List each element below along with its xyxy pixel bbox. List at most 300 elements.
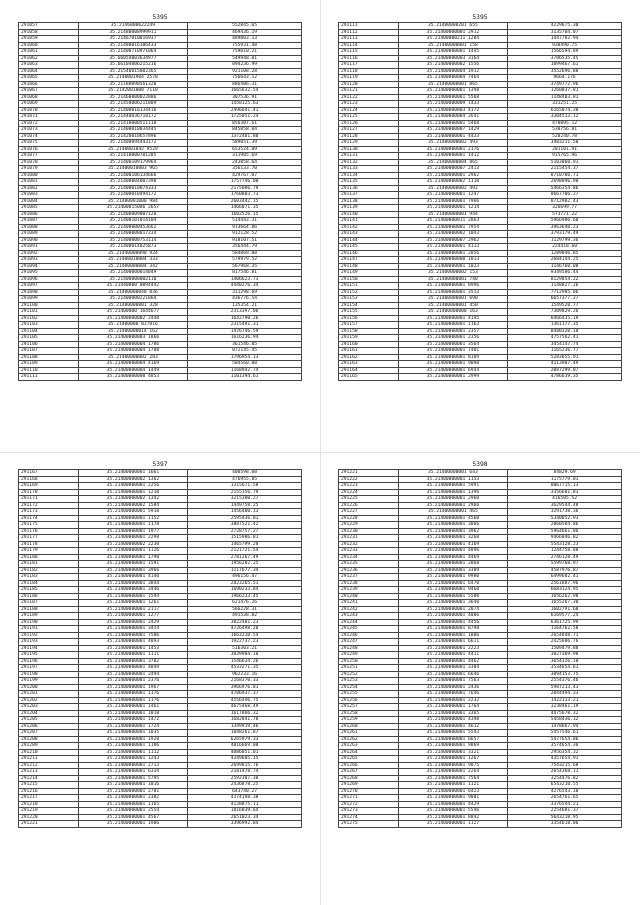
coordinate-y-cell: 3822401.23 (188, 619, 302, 626)
point-id-cell: 291085 (19, 205, 79, 212)
point-id-cell: 291186 (19, 593, 79, 600)
coordinate-y-cell: 6265979.33 (188, 736, 302, 743)
coordinate-x-cell: 35.21400000001 9875 (398, 762, 508, 769)
table-row (339, 374, 622, 381)
point-id-cell: 291165 (339, 374, 399, 381)
coordinate-x-cell: 35.21400000002 1043 (398, 231, 508, 238)
coordinate-y-cell: 962233.16 (188, 671, 302, 678)
coordinate-y-cell: 912128.52 (188, 231, 302, 238)
coordinate-x-cell: 35.21400000001 4433 (398, 133, 508, 140)
coordinate-x-cell: 35.21400000001 1016 (78, 782, 188, 789)
point-id-cell: 291092 (19, 250, 79, 257)
point-id-cell: 291169 (19, 483, 79, 490)
point-id-cell: 291119 (339, 75, 399, 82)
coordinate-x-cell: 35.21400000002110 (78, 276, 188, 283)
coordinate-x-cell: 35.21400000753114 (78, 237, 188, 244)
coordinate-y-cell: 1315671.58 (188, 483, 302, 490)
coordinate-y-cell: 913664.86 (188, 224, 302, 231)
coordinate-y-cell: 2115454.37 (508, 166, 622, 173)
coordinate-x-cell: 35.21400000001 2701 (78, 788, 188, 795)
coordinate-y-cell: 400598.88 (188, 470, 302, 477)
coordinate-x-cell: 35.21400000001 1591 (78, 561, 188, 568)
coordinate-y-cell: 1099467.61 (508, 62, 622, 69)
coordinate-x-cell: 35.21400000000 4853 (78, 374, 188, 381)
coordinate-y-cell: 2654848.71 (508, 632, 622, 639)
point-id-cell: 291062 (19, 55, 79, 62)
coordinate-x-cell: 35.21400010494172 (78, 192, 188, 199)
point-id-cell: 291072 (19, 120, 79, 127)
point-id-cell: 291220 (19, 814, 79, 821)
point-id-cell: 291210 (19, 749, 79, 756)
coordinate-y-cell: 3963640.23 (508, 224, 622, 231)
coordinate-x-cell: 35.21400000004 865 (398, 159, 508, 166)
coordinate-y-cell: 1509479.88 (508, 645, 622, 652)
coordinate-y-cell: 224418.60 (508, 244, 622, 251)
point-id-cell: 291182 (19, 567, 79, 574)
coordinate-x-cell: 35.21400000001 3844 (78, 580, 188, 587)
point-id-cell: 291065 (19, 75, 79, 82)
coordinate-y-cell: 3094153.75 (508, 671, 622, 678)
coordinate-y-cell: 566228.31 (188, 606, 302, 613)
coordinate-x-cell: 35.66104006215216 (78, 62, 188, 69)
point-id-cell: 291133 (339, 166, 399, 173)
point-id-cell: 291191 (19, 626, 79, 633)
point-id-cell: 291214 (19, 775, 79, 782)
coordinate-y-cell: 1546634.26 (188, 658, 302, 665)
point-id-cell: 291116 (339, 55, 399, 62)
coordinate-x-cell: 35.21400000001 1886 (398, 632, 508, 639)
coordinate-y-cell: 3827369.98 (508, 652, 622, 659)
point-id-cell: 291175 (19, 522, 79, 529)
coordinate-x-cell: 35.21400000001 1152 (78, 515, 188, 522)
coordinate-x-cell: 35.21400000002 1110 (398, 179, 508, 186)
coordinate-x-cell: 35.21400000001 1594 (78, 593, 188, 600)
coordinate-x-cell: 35.21400000004 4169 (78, 361, 188, 368)
point-id-cell: 291110 (19, 367, 79, 374)
coordinate-x-cell: 35.21400000001 2429 (78, 619, 188, 626)
coordinate-x-cell: 35.21400000001 2868 (398, 561, 508, 568)
coordinate-y-cell: 2592307.38 (188, 775, 302, 782)
point-id-cell: 291088 (19, 224, 79, 231)
point-id-cell: 291075 (19, 140, 79, 147)
coordinate-x-cell: 35.21400000221864 (78, 296, 188, 303)
point-id-cell: 291267 (339, 769, 399, 776)
point-id-cell: 291203 (19, 704, 79, 711)
point-id-cell: 291132 (339, 159, 399, 166)
coordinate-x-cell: 35.21400000001 865 (398, 81, 508, 88)
coordinate-x-cell: 35.21400000001 4462 (398, 658, 508, 665)
coordinate-y-cell: 1848261.87 (188, 730, 302, 737)
coordinate-y-cell: 1449758.25 (188, 502, 302, 509)
point-id-cell: 291123 (339, 101, 399, 108)
point-id-cell: 291233 (339, 548, 399, 555)
coordinate-y-cell: 653524.09 (188, 146, 302, 153)
coordinate-y-cell: 1244758.88 (508, 548, 622, 555)
coordinate-x-cell: 35.21400000003 1866 (78, 335, 188, 342)
coordinate-x-cell: 35.21450006211889 (78, 101, 188, 108)
coordinate-y-cell: 2121721.54 (188, 548, 302, 555)
point-id-cell: 291104 (19, 328, 79, 335)
coordinate-x-cell: 35.21400000201 655 (398, 23, 508, 30)
point-id-cell: 291144 (339, 237, 399, 244)
point-id-cell: 291160 (339, 341, 399, 348)
coordinate-x-cell: 35.21400000017234 (78, 231, 188, 238)
point-id-cell: 291058 (19, 29, 79, 36)
coordinate-x-cell: 35.21400000001 2117 (78, 606, 188, 613)
coordinate-x-cell: 35.21400000001 4086 (398, 613, 508, 620)
coordinate-y-cell: 2155156.79 (188, 489, 302, 496)
coordinate-y-cell: 3629544.48 (508, 502, 622, 509)
point-id-cell: 291173 (19, 509, 79, 516)
point-id-cell: 291252 (339, 671, 399, 678)
coordinate-y-cell: 2554376.46 (508, 678, 622, 685)
point-id-cell: 291100 (19, 302, 79, 309)
coordinate-x-cell: 35.21400000211 1284 (398, 36, 508, 43)
coordinate-y-cell: 307536.91 (188, 94, 302, 101)
coordinate-y-cell: 1760803.73 (188, 192, 302, 199)
point-id-cell: 291273 (339, 808, 399, 815)
point-id-cell: 291230 (339, 528, 399, 535)
coordinate-x-cell: 35.21400000011 2863 (398, 218, 508, 225)
coordinate-y-cell: 4229675.30 (508, 23, 622, 30)
coordinate-x-cell: 35.2140001042 9529 (78, 146, 188, 153)
coordinate-y-cell: 1165236.77 (508, 348, 622, 355)
point-id-cell: 291236 (339, 567, 399, 574)
coordinate-y-cell: 4675468.49 (188, 704, 302, 711)
point-id-cell: 291097 (19, 283, 79, 290)
coordinate-y-cell: 1515986.81 (188, 535, 302, 542)
coordinate-y-cell: 1663210.54 (188, 632, 302, 639)
coordinate-x-cell: 35.21400000001 2382 (78, 795, 188, 802)
point-id-cell: 291131 (339, 153, 399, 160)
coordinate-y-cell: 1690233.84 (188, 587, 302, 594)
point-id-cell: 291063 (19, 62, 79, 69)
coordinate-y-cell: 4587976.87 (508, 567, 622, 574)
coordinate-y-cell: 549948.81 (188, 55, 302, 62)
coordinate-y-cell: 1260837.81 (508, 88, 622, 95)
point-id-cell: 291207 (19, 730, 79, 737)
coordinate-y-cell: 2168370.33 (188, 678, 302, 685)
coordinate-y-cell: 4276543.10 (508, 788, 622, 795)
coordinate-y-cell: 2087299.07 (508, 367, 622, 374)
coordinate-x-cell: 35.21400000007 2962 (398, 237, 508, 244)
coordinate-y-cell: 1566594.89 (508, 49, 622, 56)
coordinate-y-cell: 930490.75 (508, 42, 622, 49)
point-id-cell: 291241 (339, 600, 399, 607)
coordinate-x-cell: 35.21400000001 2074 (398, 606, 508, 613)
coordinate-x-cell: 35.21400000001 1967 (78, 684, 188, 691)
coordinate-x-cell: 35.21460000022886 (78, 94, 188, 101)
coordinate-y-cell: 1458125.63 (188, 101, 302, 108)
coordinate-x-cell: 35.21400101014104 (78, 218, 188, 225)
point-id-cell: 291200 (19, 684, 79, 691)
coordinate-y-cell: 2603442.15 (188, 198, 302, 205)
coordinate-x-cell: 35.21400000000 163 (398, 309, 508, 316)
coordinate-y-cell: 4786937.37 (188, 691, 302, 698)
coordinate-x-cell: 35.21400109179964 (78, 159, 188, 166)
coordinate-y-cell: 4556446.75 (188, 697, 302, 704)
coordinate-y-cell: 530756.81 (508, 127, 622, 134)
point-id-cell: 291266 (339, 762, 399, 769)
sheet-title: 5397 (152, 461, 168, 468)
point-id-cell: 291269 (339, 782, 399, 789)
coordinate-y-cell: 3454147.74 (508, 341, 622, 348)
coordinate-y-cell: 5964661.06 (508, 528, 622, 535)
coordinate-y-cell: 8480320.10 (508, 328, 622, 335)
coordinate-x-cell: 35.21400000001 4567 (78, 814, 188, 821)
coordinate-x-cell: 35.21400000001 9460 (398, 587, 508, 594)
coordinate-y-cell: 2654368.11 (508, 769, 622, 776)
coordinate-x-cell: 35.21400000002 1584 (78, 502, 188, 509)
point-id-cell: 291274 (339, 814, 399, 821)
coordinate-x-cell: 35.21400000001 8842 (398, 814, 508, 821)
coordinate-x-cell: 35.21467010816937 (78, 36, 188, 43)
coordinate-x-cell: 35.21400000001 3321 (398, 749, 508, 756)
coordinate-x-cell: 35.21400000001 9098 (398, 361, 508, 368)
coordinate-x-cell: 35.21400010074333 (78, 185, 188, 192)
coordinate-x-cell: 35.21400000001 1163 (398, 322, 508, 329)
coordinate-x-cell: 35.21400094443172 (78, 140, 188, 147)
coordinate-x-cell: 35.21400000004 7464 (398, 75, 508, 82)
coordinate-x-cell: 35.21400000001 450 (398, 302, 508, 309)
point-id-cell: 291263 (339, 743, 399, 750)
coordinate-x-cell: 35.21400000001 3640 (398, 600, 508, 607)
coordinate-y-cell: 2254681.37 (508, 808, 622, 815)
point-id-cell: 291189 (19, 613, 79, 620)
coordinate-x-cell: 35.21400710971064 (78, 49, 188, 56)
coordinate-x-cell: 35.21400000001 1210 (78, 489, 188, 496)
coordinate-y-cell: 1478667.94 (508, 723, 622, 730)
coordinate-x-cell: 35.21180090561320 (78, 81, 188, 88)
coordinate-y-cell: 1168942.74 (188, 367, 302, 374)
coordinate-x-cell: 35.21400000001 1023 (398, 263, 508, 270)
coordinate-x-cell: 35.21400000001 3962 (398, 528, 508, 535)
coordinate-y-cell: 4138875.11 (188, 801, 302, 808)
coordinate-x-cell: 35.21400000001 1214 (398, 205, 508, 212)
coordinate-y-cell: 3396992.84 (188, 821, 302, 828)
coordinate-x-cell: 35.21400000001 4398 (398, 717, 508, 724)
coordinate-x-cell: 35.21400000002 153 (398, 270, 508, 277)
coordinate-y-cell: 520240.78 (508, 133, 622, 140)
coordinate-x-cell: 35.21400000001 5910 (78, 509, 188, 516)
point-id-cell: 291242 (339, 606, 399, 613)
coordinate-x-cell: 35.21400000001 2554 (78, 808, 188, 815)
sheet-title: 5398 (472, 461, 488, 468)
point-id-cell: 291179 (19, 548, 79, 555)
point-id-cell: 291228 (339, 515, 399, 522)
coordinate-y-cell: 356444.79 (188, 244, 302, 251)
point-id-cell: 291141 (339, 218, 399, 225)
coordinate-x-cell: 35.21400000001 7954 (398, 224, 508, 231)
point-id-cell: 291089 (19, 231, 79, 238)
point-id-cell: 291275 (339, 821, 399, 828)
point-id-cell: 291134 (339, 172, 399, 179)
coordinate-y-cell: 1617866.32 (188, 710, 302, 717)
point-id-cell: 291158 (339, 328, 399, 335)
point-id-cell: 291064 (19, 68, 79, 75)
coordinate-x-cell: 35.21400000001 2298 (78, 535, 188, 542)
point-id-cell: 291102 (19, 315, 79, 322)
coordinate-x-cell: 35.21400000003 4172 (398, 107, 508, 114)
coordinate-y-cell: 311298.69 (188, 289, 302, 296)
point-id-cell: 291093 (19, 257, 79, 264)
coordinate-y-cell: 1665632.54 (188, 88, 302, 95)
coordinate-y-cell: 516303.21 (188, 645, 302, 652)
point-id-cell: 291221 (19, 821, 79, 828)
coordinate-x-cell: 35.21400000001 1764 (398, 704, 508, 711)
point-id-cell: 291188 (19, 606, 79, 613)
coordinate-x-cell: 35.21400000001 1176 (78, 691, 188, 698)
point-id-cell: 291155 (339, 309, 399, 316)
point-id-cell: 291103 (19, 322, 79, 329)
coordinate-y-cell: 5643218.95 (508, 814, 622, 821)
point-id-cell: 291090 (19, 237, 79, 244)
point-id-cell: 291223 (339, 483, 399, 490)
coordinate-y-cell: 915765.96 (508, 153, 622, 160)
coordinate-y-cell: 4533271.35 (188, 665, 302, 672)
coordinate-y-cell: 470895.12 (508, 120, 622, 127)
point-id-cell: 291167 (19, 470, 79, 477)
coordinate-y-cell: 2315491.31 (188, 322, 302, 329)
coordinate-table (18, 469, 302, 828)
coordinate-y-cell: 1456400.13 (188, 509, 302, 516)
point-id-cell: 291259 (339, 717, 399, 724)
point-id-cell: 291258 (339, 710, 399, 717)
coordinate-x-cell: 35.21410000701285 (78, 153, 188, 160)
coordinate-x-cell: 35.21400009007120 (78, 211, 188, 218)
coordinate-y-cell: 1101394.61 (188, 374, 302, 381)
coordinate-y-cell: 469436.19 (188, 29, 302, 36)
coordinate-x-cell: 35.21400000001 1178 (78, 522, 188, 529)
coordinate-x-cell: 35.21400000001 690 (398, 296, 508, 303)
coordinate-y-cell: 894236.99 (188, 62, 302, 69)
point-id-cell: 291262 (339, 736, 399, 743)
coordinate-x-cell: 35.21400000001 4140 (78, 574, 188, 581)
coordinate-x-cell: 35.21400000001 3513 (398, 289, 508, 296)
coordinate-x-cell: 35.21400000001 4169 (398, 541, 508, 548)
coordinate-x-cell: 35.21400000001 1906 (78, 821, 188, 828)
coordinate-y-cell: 6466435.19 (508, 315, 622, 322)
coordinate-y-cell: 135354.21 (188, 302, 302, 309)
point-id-cell: 291121 (339, 88, 399, 95)
coordinate-y-cell: 6165074.30 (508, 107, 622, 114)
coordinate-x-cell: 35.21400000001 8189 (398, 354, 508, 361)
coordinate-y-cell: 1465799.20 (188, 541, 302, 548)
point-id-cell: 291231 (339, 535, 399, 542)
point-id-cell: 291174 (19, 515, 79, 522)
point-id-cell: 291225 (339, 496, 399, 503)
point-id-cell: 291080 (19, 172, 79, 179)
coordinate-x-cell: 35.21400000001 4612 (398, 723, 508, 730)
point-id-cell: 291256 (339, 697, 399, 704)
point-id-cell: 291113 (339, 36, 399, 43)
point-id-cell: 291148 (339, 263, 399, 270)
point-id-cell: 291083 (19, 192, 79, 199)
coordinate-x-cell: 35.21400000001 643 (398, 470, 508, 477)
coordinate-x-cell: 35.21400000001 1153 (398, 476, 508, 483)
coordinate-y-cell: 2699815.76 (188, 762, 302, 769)
coordinate-y-cell: 1725051.24 (188, 114, 302, 121)
point-id-cell: 291096 (19, 276, 79, 283)
coordinate-y-cell: 8667706.27 (508, 192, 622, 199)
point-id-cell: 291206 (19, 723, 79, 730)
point-id-cell: 291149 (339, 270, 399, 277)
coordinate-x-cell: 35.21400000001 4560 (398, 515, 508, 522)
coordinate-x-cell: 35.21400000001 3446 (78, 587, 188, 594)
coordinate-y-cell: 2956354.32 (508, 749, 622, 756)
point-id-cell: 291163 (339, 361, 399, 368)
point-id-cell: 291202 (19, 697, 79, 704)
coordinate-y-cell: 3291738.36 (508, 509, 622, 516)
point-id-cell: 291094 (19, 263, 79, 270)
coordinate-y-cell: 621476.26 (188, 600, 302, 607)
point-id-cell: 291106 (19, 341, 79, 348)
coordinate-y-cell: 5103060.91 (508, 159, 622, 166)
coordinate-y-cell: 584869.08 (188, 250, 302, 257)
coordinate-x-cell: 35.21400000002 1342 (78, 496, 188, 503)
point-id-cell: 291087 (19, 218, 79, 225)
coordinate-y-cell: 921108.28 (188, 68, 302, 75)
sheet-bottom-left (18, 461, 302, 828)
coordinate-x-cell: 35.21400000001 1724 (78, 723, 188, 730)
coordinate-y-cell: 3534654.61 (508, 665, 622, 672)
point-id-cell: 291101 (19, 309, 79, 316)
point-id-cell: 291185 (19, 587, 79, 594)
coordinate-y-cell: 9664.176 (508, 75, 622, 82)
point-id-cell: 291069 (19, 101, 79, 108)
point-id-cell: 291109 (19, 361, 79, 368)
point-id-cell: 291250 (339, 658, 399, 665)
coordinate-x-cell: 35.21400000002 493 (398, 140, 508, 147)
coordinate-x-cell: 35.21400000001 2264 (398, 769, 508, 776)
coordinate-x-cell: 35.21400000001 4411 (398, 652, 508, 659)
coordinate-x-cell: 35.21400000001 1445 (398, 49, 508, 56)
coordinate-y-cell: 3135704.07 (508, 29, 622, 36)
coordinate-x-cell: 35.21400000001 1176 (78, 697, 188, 704)
coordinate-x-cell: 35.21400000001 1112 (78, 749, 188, 756)
coordinate-y-cell: 416505.52 (508, 496, 622, 503)
point-id-cell: 291129 (339, 140, 399, 147)
coordinate-y-cell: 856307.61 (188, 120, 302, 127)
coordinate-x-cell: 35.21400000001 1412 (398, 153, 508, 160)
coordinate-x-cell: 35.21400000001 1121 (398, 782, 508, 789)
point-id-cell: 291183 (19, 574, 79, 581)
point-id-cell: 291205 (19, 717, 79, 724)
coordinate-y-cell: 2496641.41 (188, 107, 302, 114)
point-id-cell: 291181 (19, 561, 79, 568)
point-id-cell: 291164 (339, 367, 399, 374)
point-id-cell: 291086 (19, 211, 79, 218)
coordinate-x-cell: 35.21400000001 1398 (398, 88, 508, 95)
coordinate-x-cell: 35.21400000002 283 (78, 354, 188, 361)
coordinate-x-cell: 35.21400000001 2999 (398, 374, 508, 381)
coordinate-y-cell: 429767.07 (188, 172, 302, 179)
point-id-cell: 291229 (339, 522, 399, 529)
coordinate-x-cell: 35.2140001904 2570 (78, 75, 188, 82)
point-id-cell: 291195 (19, 652, 79, 659)
coordinate-y-cell: 1966233.45 (188, 593, 302, 600)
coordinate-x-cell: 35.21400000001 1277 (78, 613, 188, 620)
coordinate-x-cell: 35.21400000001 2176 (398, 146, 508, 153)
point-id-cell: 291251 (339, 665, 399, 672)
coordinate-y-cell: 2436878.25 (188, 782, 302, 789)
coordinate-y-cell: 643740.27 (188, 788, 302, 795)
point-id-cell: 291232 (339, 541, 399, 548)
coordinate-y-cell: 2561887.96 (508, 580, 622, 587)
coordinate-y-cell: 1117677.34 (188, 567, 302, 574)
point-id-cell: 291247 (339, 639, 399, 646)
coordinate-y-cell: 5599768.97 (508, 561, 622, 568)
